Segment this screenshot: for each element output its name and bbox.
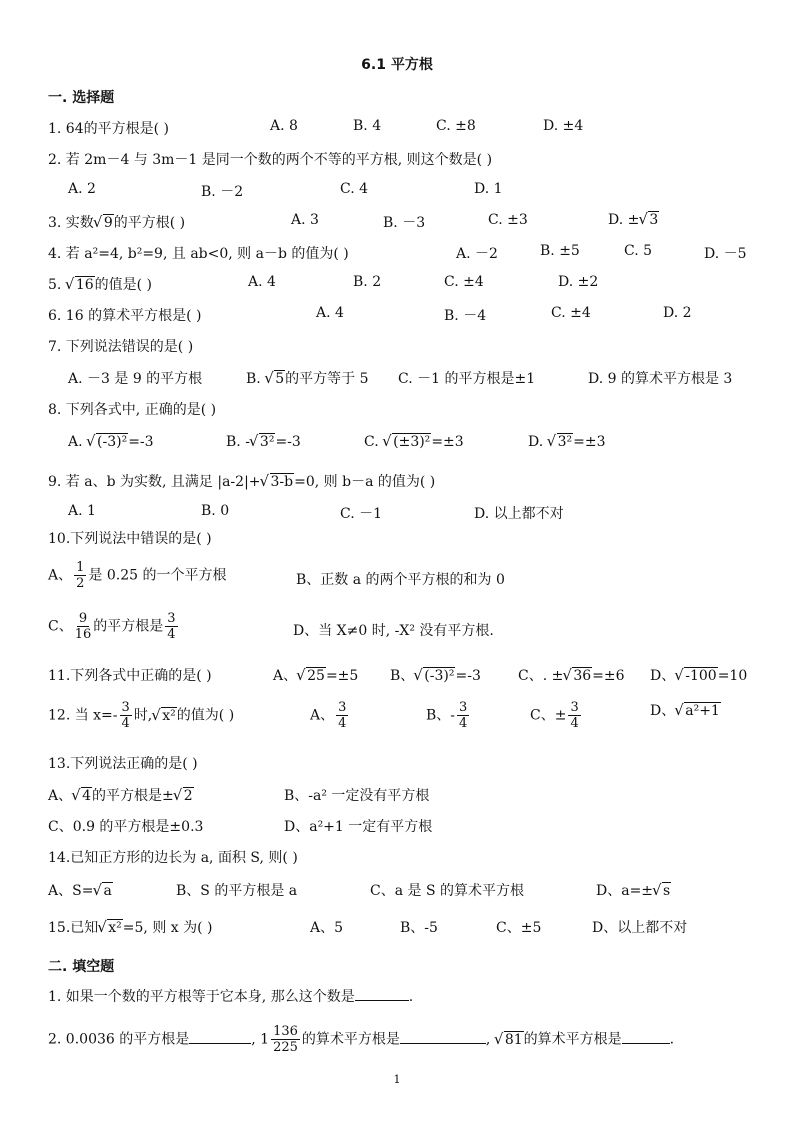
option-c: C、± $\frac{3}{4}$ [530, 700, 579, 731]
radical: √ (-3)² [87, 434, 128, 450]
fraction: $\frac{3}{4}$ [459, 700, 468, 731]
question-7 [48, 336, 778, 360]
question-1 [48, 118, 778, 142]
option-a: A. √ (-3)²=-3 [68, 434, 154, 450]
question-12 [48, 700, 778, 734]
answer-blank[interactable] [355, 986, 409, 1001]
radical: √ 4 [72, 788, 92, 804]
option-a: A. 1 [68, 503, 96, 519]
radical: √ -100 [675, 668, 717, 684]
option-d: D、√ -100=10 [650, 665, 747, 685]
option-d: D、a=±√ s [596, 880, 671, 900]
question-9-options [48, 503, 778, 527]
radical: √ a [93, 883, 112, 899]
option-a: A. 2 [68, 181, 96, 197]
option-d: D、当 X≠0 时, -X² 没有平方根. [293, 623, 494, 639]
option-d: D. √ 3²=±3 [528, 434, 606, 450]
option-c: C. ±8 [436, 118, 476, 134]
option-d: D. 以上都不对 [474, 506, 564, 522]
question-5 [48, 274, 778, 298]
option-b: B、正数 a 的两个平方根的和为 0 [296, 572, 505, 588]
question-text: 8. 下列各式中, 正确的是( ) [48, 402, 217, 418]
option-d: D. 1 [474, 181, 503, 197]
option-a: A、 $\frac{3}{4}$ [310, 700, 347, 731]
radical: √ 2 [174, 788, 194, 804]
option-a: A、 $\frac{1}{2}$ 是 0.25 的一个平方根 [48, 560, 227, 591]
radical: √ 3 [639, 212, 659, 228]
option-b: B. －3 [383, 215, 426, 231]
option-c: C、0.9 的平方根是±0.3 [48, 819, 204, 835]
question-10-options-cd [48, 611, 778, 645]
option-c: C、±5 [496, 920, 542, 936]
radical: √ x² [152, 708, 177, 724]
question-9 [48, 471, 778, 495]
question-2 [48, 149, 778, 173]
radical: √ a²+1 [675, 703, 721, 719]
answer-blank[interactable] [189, 1029, 251, 1044]
option-c: C. 5 [624, 243, 653, 259]
option-d: D. －5 [704, 246, 747, 262]
question-text: 12. 当 x=- $\frac{3}{4}$ 时,√ x²的值为( ) [48, 700, 234, 731]
question-text: 15.已知√ x²=5, 则 x 为( ) [48, 917, 213, 937]
question-text: 3. 实数√ 9的平方根( ) [48, 212, 185, 232]
question-text: 11.下列各式中正确的是( ) [48, 668, 212, 684]
option-d: D、√ a²+1 [650, 700, 721, 720]
question-11 [48, 665, 778, 689]
fraction: $\frac{3}{4}$ [338, 700, 347, 731]
option-d: D. 2 [663, 305, 692, 321]
option-b: B、- $\frac{3}{4}$ [426, 700, 468, 731]
radical: √ (±3)² [383, 434, 431, 450]
option-b: B. 2 [353, 274, 382, 290]
question-10-options-ab [48, 560, 778, 594]
radical: √ x² [98, 920, 123, 936]
option-b: B. 4 [353, 118, 382, 134]
radical: √ 3² [548, 434, 574, 450]
question-text: 5. √ 16的值是( ) [48, 274, 152, 294]
question-text: 2. 0.0036 的平方根是 , 1 $\frac{136}{225}$ 的算术平方根是 , √ 81的算术平方根是 . [48, 1024, 674, 1055]
question-text: 10.下列说法中错误的是( ) [48, 531, 212, 547]
fraction: $\frac{1}{2}$ [76, 560, 85, 591]
question-7-options [48, 368, 778, 392]
radical: √ (-3)² [414, 668, 455, 684]
option-a: A、S=√ a [48, 880, 113, 900]
option-c: C. ±3 [488, 212, 528, 228]
option-a: A、√ 4的平方根是±√ 2 [48, 785, 194, 805]
fraction: $\frac{3}{4}$ [570, 700, 579, 731]
question-14 [48, 847, 778, 871]
option-a: A. －3 是 9 的平方根 [68, 371, 203, 387]
option-a: A. 8 [270, 118, 298, 134]
fraction: $\frac{3}{4}$ [167, 611, 176, 642]
option-c: C. ±4 [551, 305, 591, 321]
question-4 [48, 243, 778, 267]
option-c: C. －1 [340, 506, 383, 522]
question-text: 1. 64的平方根是( ) [48, 121, 169, 137]
option-c: C、 $\frac{9}{16}$ 的平方根是 $\frac{3}{4}$ [48, 611, 176, 642]
question-text: 1. 如果一个数的平方根等于它本身, 那么这个数是 . [48, 986, 413, 1006]
question-8-options [48, 434, 778, 458]
option-d: D、a²+1 一定有平方根 [284, 819, 433, 835]
page-title: 6.1 平方根 [361, 57, 433, 73]
option-d: D. ±2 [558, 274, 599, 290]
option-b: B. -√ 3²=-3 [226, 434, 301, 450]
option-b: B. －2 [201, 184, 244, 200]
question-6 [48, 305, 778, 329]
option-c: C、a 是 S 的算术平方根 [370, 883, 524, 899]
radical: √ 36 [563, 668, 592, 684]
option-c: C. √ (±3)²=±3 [364, 434, 464, 450]
option-a: A. －2 [456, 246, 498, 262]
option-a: A、5 [310, 920, 344, 936]
section-heading-choice: 一. 选择题 [48, 90, 115, 106]
fraction: $\frac{3}{4}$ [121, 700, 130, 731]
radical: √ 3-b [261, 474, 295, 490]
option-c: C. －1 的平方根是±1 [398, 371, 536, 387]
option-c: C. ±4 [444, 274, 484, 290]
option-d: D. 9 的算术平方根是 3 [588, 371, 733, 387]
question-text: 14.已知正方形的边长为 a, 面积 S, 则( ) [48, 850, 298, 866]
question-text: 4. 若 a²=4, b²=9, 且 ab<0, 则 a－b 的值为( ) [48, 246, 349, 262]
question-text: 9. 若 a、b 为实数, 且满足 |a-2|+√ 3-b=0, 则 b－a 的值为( ) [48, 471, 435, 491]
option-b: B. 0 [201, 503, 230, 519]
radical: √ 25 [297, 668, 326, 684]
page-number: 1 [393, 1073, 401, 1086]
radical: √ 3² [250, 434, 276, 450]
question-3 [48, 212, 778, 236]
fraction: $\frac{136}{225}$ [273, 1024, 298, 1055]
fill-question-2 [48, 1016, 778, 1055]
question-15 [48, 917, 778, 941]
option-b: B、-a² 一定没有平方根 [284, 788, 430, 804]
option-d: D. ±√ 3 [608, 212, 659, 228]
question-8 [48, 399, 778, 423]
question-2-options [48, 181, 778, 205]
question-13-options-ab [48, 785, 778, 809]
option-a: A. 4 [248, 274, 276, 290]
question-10 [48, 528, 778, 552]
question-text: 2. 若 2m－4 与 3m－1 是同一个数的两个不等的平方根, 则这个数是( ) [48, 152, 493, 168]
option-c: C. 4 [340, 181, 369, 197]
question-text: 6. 16 的算术平方根是( ) [48, 308, 202, 324]
question-text: 7. 下列说法错误的是( ) [48, 339, 194, 355]
option-b: B、S 的平方根是 a [176, 883, 298, 899]
section-heading-fill: 二. 填空题 [48, 959, 115, 975]
radical: √ s [653, 883, 671, 899]
option-d: D. ±4 [543, 118, 584, 134]
option-d: D、以上都不对 [592, 920, 688, 936]
fraction: $\frac{9}{16}$ [74, 611, 92, 642]
option-a: A. 3 [291, 212, 319, 228]
option-a: A. 4 [316, 305, 344, 321]
answer-blank[interactable] [622, 1029, 670, 1044]
option-b: B. －4 [444, 308, 487, 324]
question-13-options-cd [48, 816, 778, 840]
question-14-options [48, 880, 778, 904]
radical: √ 16 [66, 277, 95, 293]
option-b: B. √ 5的平方等于 5 [246, 368, 368, 388]
radical: √ 5 [265, 371, 285, 387]
option-c: C、. ±√ 36=±6 [518, 665, 625, 685]
radical: √ 9 [94, 215, 114, 231]
option-a: A、√ 25=±5 [273, 665, 358, 685]
option-b: B. ±5 [540, 243, 580, 259]
option-b: B、-5 [400, 920, 438, 936]
radical: √ 81 [495, 1032, 524, 1048]
fill-question-1 [48, 986, 778, 1010]
option-b: B、√ (-3)²=-3 [390, 665, 481, 685]
question-13 [48, 753, 778, 777]
question-text: 13.下列说法正确的是( ) [48, 756, 198, 772]
answer-blank[interactable] [400, 1029, 486, 1044]
